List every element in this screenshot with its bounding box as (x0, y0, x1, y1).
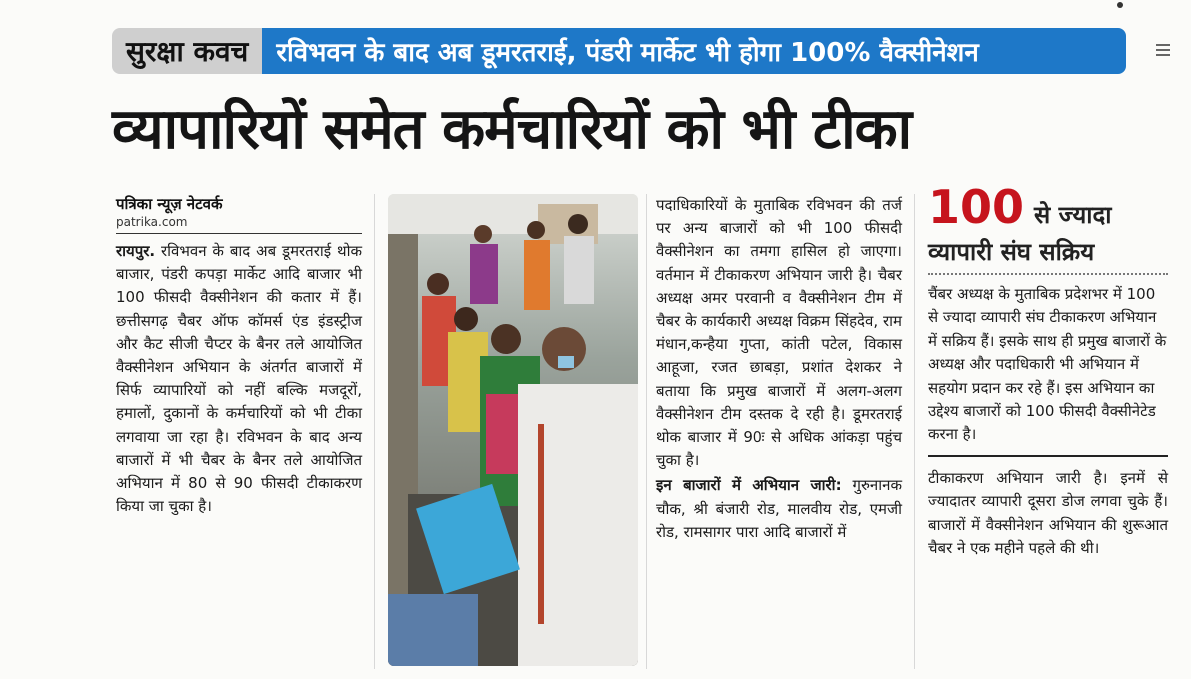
markets-text: गुरुनानक चौक, श्री बंजारी रोड, मालवीय रोड, एमजी रोड, रामसागर पारा आदि बाजारों में (656, 476, 902, 541)
kicker-tag: सुरक्षा कवच (112, 28, 262, 74)
article-column-3 (656, 194, 902, 544)
article-column-1 (116, 194, 362, 518)
headline: व्यापारियों समेत कर्मचारियों को भी टीका (112, 97, 912, 162)
factbox-end-rule (928, 455, 1168, 457)
factbox-number: 100 (928, 180, 1025, 234)
kicker-band (112, 28, 1126, 74)
factbox-column (928, 180, 1168, 560)
column4-text: टीकाकरण अभियान जारी है। इनमें से ज्यादातर व्यापारी दूसरा डोज लगवा चुके हैं। बाजारों में वैक्सीनेशन अभियान की शुरूआत चैबर ने एक महीने पहले की थी। (928, 468, 1168, 558)
dotted-divider (928, 273, 1168, 275)
column1-text: रविभवन के बाद अब डूमरतराई थोक बाजार, पंडरी कपड़ा मार्केट आदि बाजार भी 100 फीसदी वैक्सीनेशन की कतार में हैं। छत्तीसगढ़ चैबर ऑफ कॉमर्स एंड इंडस्ट्रीज और कैट सीजी चैप्टर के बैनर तले आयोजित वैक्सीनेशन अभियान के अंतर्गत बाजारों में सिर्फ व्यापारियों को नहीं बल्कि मजदूरों, हमालों, दुकानों के कर्मचारियों को भी टीका लगवाया जा रहा है। रविभवन के बाद अन्य बाजारों में भी चैबर के बैनर तले आयोजित अभियान में 80 से 90 फीसदी टीकाकरण किया जा चुका है। (116, 242, 362, 516)
column-divider (374, 194, 375, 669)
column-divider (646, 194, 647, 669)
kicker-subheading: रविभवन के बाद अब डूमरतराई, पंडरी मार्केट भी होगा 100% वैक्सीनेशन (262, 28, 1126, 74)
news-photo (388, 194, 638, 666)
column3-subsection (656, 474, 902, 544)
vaccination-queue-photo (388, 194, 638, 666)
menu-icon[interactable] (1156, 44, 1170, 56)
article-text (116, 240, 362, 518)
factbox-title (928, 180, 1168, 234)
markets-subhead: इन बाजारों में अभियान जारी: (656, 476, 842, 495)
dateline: रायपुर. (116, 242, 156, 260)
byline-url: patrika.com (116, 215, 188, 229)
factbox-body: चैंबर अध्यक्ष के मुताबिक प्रदेशभर में 100 से ज्यादा व्यापारी संघ टीकाकरण अभियान में सक्रिय हैं। इसके साथ ही प्रमुख बाजारों के अध्यक्ष और पदाधिकारी भी अभियान में सहयोग प्रदान कर रहे हैं। इस अभियान का उद्देश्य बाजारों को 100 फीसदी वैक्सीनेटेड करना है। (928, 285, 1167, 444)
column3-text: पदाधिकारियों के मुताबिक रविभवन की तर्ज पर अन्य बाजारों को भी 100 फीसदी वैक्सीनेशन का तमगा हासिल हो जाएगा। वर्तमान में टीकाकरण अभियान जारी है। चैबर अध्यक्ष अमर परवानी व वैक्सीनेशन टीम में चैबर के कार्यकारी अध्यक्ष विक्रम सिंहदेव, राम मंधान,कन्हैया गुप्ता, कांती पटेल, विकास आहूजा, रजत छाबड़ा, प्रशांत देशकर ने बताया कि प्रमुख बाजारों में अलग-अलग वैक्सीनेशन टीम दस्तक दे रही है। डूमरतराई थोक बाजार में 90ः से अधिक आंकड़ा पहुंच चुका है। (656, 196, 902, 470)
top-strip (0, 0, 1191, 24)
byline-rule (116, 233, 362, 234)
column-divider (914, 194, 915, 669)
factbox-title-rest: से ज्यादा (1034, 201, 1112, 229)
byline-agency: पत्रिका न्यूज़ नेटवर्क (116, 195, 223, 213)
dot-mark (1117, 2, 1123, 8)
factbox-title-line2: व्यापारी संघ सक्रिय (928, 238, 1095, 266)
